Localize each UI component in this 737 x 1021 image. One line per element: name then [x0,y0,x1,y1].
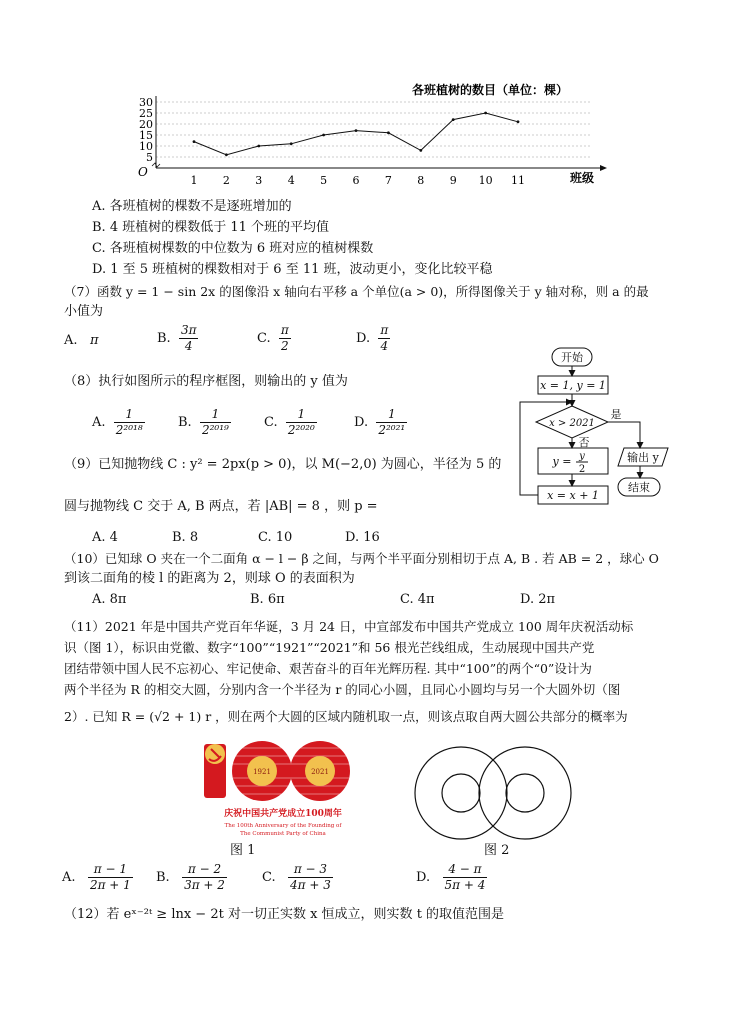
q10-option-b: B. 6π [250,592,285,607]
x-tick-label: 11 [511,174,525,187]
fig2-caption: 图 2 [484,843,510,858]
data-point [225,153,228,156]
q9-option-a: A. 4 [92,530,118,545]
data-point [387,131,390,134]
y-tick-label: 10 [139,140,153,153]
q8-stem: （8）执行如图所示的程序框图，则输出的 y 值为 [64,374,348,389]
q11-option-d: D. $\frac{4 - \pi}{5\pi + 4}$ [416,862,486,892]
y-tick-label: 30 [139,96,153,109]
flow-start-text: 开始 [561,351,583,364]
y-tick-label: 25 [139,107,153,120]
flow-assign-y-box [538,448,608,474]
flow-end-text: 结束 [628,481,650,494]
q11-stem-line5: 2）. 已知 R = (√2 + 1) r ，则在两个大圆的区域内随机取一点，则该点取自两大圆公共部分的概率为 [64,709,628,724]
data-point [193,140,196,143]
q12-stem: （12）若 eˣ⁻²ᵗ ≥ lnx − 2t 对一切正实数 x 恒成立，则实数 t 的取值范围是 [64,907,505,922]
q10-option-c: C. 4π [400,592,435,607]
x-tick-label: 9 [449,174,457,187]
x-tick-label: 2 [222,174,230,187]
fig1-caption: 图 1 [230,843,256,858]
series-line [194,113,518,155]
q11-option-a: A. $\frac{\pi - 1}{2\pi + 1}$ [62,862,131,892]
q8-option-a: A. $\frac{1}{\text{2²⁰¹⁸}}$ [92,407,143,437]
q11-stem-line3: 团结带领中国人民不忘初心、牢记使命、艰苦奋斗的百年光辉历程. 其中“100”的两个“0”设计为 [64,661,592,676]
logo-caption-en1: The 100th Anniversary of the Founding of [224,823,342,829]
x-tick-label: 1 [190,174,198,187]
logo-year-2021: 2021 [311,768,329,776]
q6-option-c: C. 各班植树棵数的中位数为 6 班对应的植树棵数 [92,241,374,256]
flow-assign-y-lhs: y = [552,455,572,468]
q7-option-b: B. $\frac{3\pi}{4}$ [157,323,197,353]
x-tick-label: 8 [417,174,425,187]
flow-cond-text: x > 2021 [549,418,595,429]
q6-option-a: A. 各班植树的棵数不是逐班增加的 [92,199,292,214]
flow-init-text: x = 1, y = 1 [540,379,606,392]
y-tick-label: 5 [146,151,153,164]
chart-origin-label: O [138,165,148,179]
q8-option-d: D. $\frac{1}{\text{2²⁰²¹}}$ [354,407,406,437]
q6-option-d: D. 1 至 5 班植树的棵数相对于 6 至 11 班，波动更小，变化比较平稳 [92,262,493,277]
party-emblem-icon [205,744,225,764]
chart-x-ticks [191,174,526,187]
data-point [257,145,260,148]
q9-option-d: D. 16 [345,530,380,545]
x-axis-arrow [600,165,607,171]
data-point [517,120,520,123]
x-tick-label: 6 [352,174,360,187]
q8-option-b: B. $\frac{1}{\text{2²⁰¹⁹}}$ [178,407,229,437]
data-point [290,142,293,145]
q11-option-b: B. $\frac{\pi - 2}{3\pi + 2}$ [156,862,225,892]
q9-stem-line1: （9）已知抛物线 C : y² = 2px(p > 0)，以 M(−2,0) 为圆心，半径为 5 的 [64,457,502,472]
flow-assign-y-num: y [579,451,585,462]
q8-option-c: C. $\frac{1}{\text{2²⁰²⁰}}$ [264,407,315,437]
data-point [452,118,455,121]
flow-assign-y-den: 2 [578,464,586,475]
program-flowchart [516,344,692,516]
intersecting-circles-figure [404,744,584,844]
q10-option-a: A. 8π [92,592,127,607]
q11-option-c: C. $\frac{\pi - 3}{4\pi + 3}$ [262,862,331,892]
x-tick-label: 5 [320,174,328,187]
x-tick-label: 3 [255,174,263,187]
q11-stem-line1: （11）2021 年是中国共产党百年华诞，3 月 24 日，中宣部发布中国共产党成立 100 周年庆祝活动标 [64,619,634,634]
y-tick-label: 15 [139,129,153,142]
q11-stem-line2: 识（图 1），标识由党徽、数字“100”“1921”“2021”和 56 根光芒线组成，生动展现中国共产党 [64,640,595,655]
chart-title: 各班植树的数目（单位：棵） [411,83,569,97]
data-point [484,112,487,115]
data-point [355,129,358,132]
q7-stem-line2: 小值为 [64,304,104,319]
tree-count-line-chart [120,76,620,188]
q7-option-c: C. $\frac{\pi}{2}$ [257,323,289,353]
chart-axes [152,96,607,171]
chart-x-axis-label: 班级 [570,171,595,185]
q10-option-d: D. 2π [520,592,556,607]
logo-year-1921: 1921 [253,768,271,776]
flow-inc-text: x = x + 1 [547,489,599,502]
q7-option-d: D. $\frac{\pi}{4}$ [356,323,389,353]
q10-stem-line1: （10）已知球 O 夹在一个二面角 α − l − β 之间，与两个半平面分别相切于点 A, B . 若 AB = 2 ，球心 O [64,551,659,566]
y-tick-label: 20 [139,118,153,131]
x-tick-label: 7 [384,174,392,187]
chart-grid [156,102,590,157]
cpc-100th-logo [196,738,370,842]
q9-stem-line2: 圆与抛物线 C 交于 A, B 两点，若 |AB| = 8 ，则 p = [64,499,378,514]
x-tick-label: 10 [478,174,493,187]
q11-stem-line4: 两个半径为 R 的相交大圆，分别内含一个半径为 r 的同心小圆，且同心小圆均与另一个大圆外切（图 [64,682,621,697]
logo-caption-en2: The Communist Party of China [240,831,326,837]
chart-series [193,112,520,157]
q9-option-c: C. 10 [258,530,293,545]
flow-no-label: 否 [578,436,590,449]
data-point [322,134,325,137]
q7-stem-line1: （7）函数 y = 1 − sin 2x 的图像沿 x 轴向右平移 a 个单位(a > 0)，所得图像关于 y 轴对称，则 a 的最 [64,284,649,299]
logo-caption-cn: 庆祝中国共产党成立100周年 [224,809,342,819]
q10-stem-line2: 到该二面角的棱 l 的距离为 2，则球 O 的表面积为 [64,571,355,586]
data-point [419,149,422,152]
chart-y-ticks [139,96,153,164]
flow-yes-label: 是 [610,408,622,421]
x-tick-label: 4 [287,174,295,187]
flow-output-text: 输出 y [627,451,659,464]
q7-option-a: A. π [64,333,99,348]
q9-option-b: B. 8 [172,530,199,545]
q6-option-b: B. 4 班植树的棵数低于 11 个班的平均值 [92,220,330,235]
